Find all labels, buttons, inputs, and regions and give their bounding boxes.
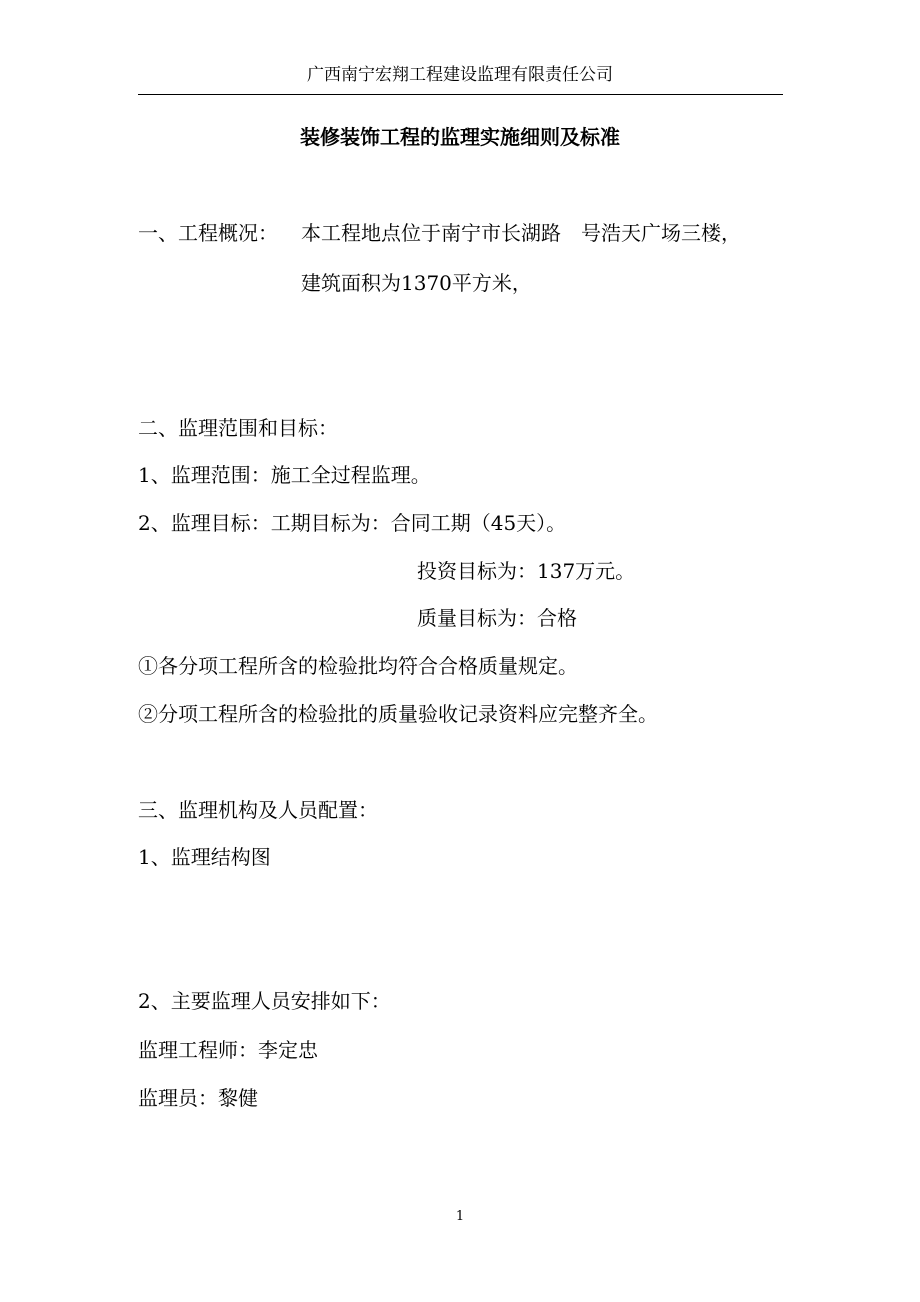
engineer-line: 监理工程师：李定忠 bbox=[138, 1038, 318, 1062]
supervisor-line: 监理员：黎健 bbox=[138, 1086, 258, 1110]
quality-item-2: ②分项工程所含的检验批的质量验收记录资料应完整齐全。 bbox=[138, 702, 658, 726]
goal-schedule-line: 2、监理目标：工期目标为：合同工期（45天）。 bbox=[138, 511, 567, 535]
quality-item-1: ①各分项工程所含的检验批均符合合格质量规定。 bbox=[138, 654, 578, 678]
section3-heading: 三、监理机构及人员配置： bbox=[138, 798, 378, 822]
page-number: 1 bbox=[455, 1209, 465, 1224]
section2-heading: 二、监理范围和目标： bbox=[138, 416, 338, 440]
section1-line1: 本工程地点位于南宁市长湖路 号浩天广场三楼， bbox=[301, 221, 741, 245]
header-divider bbox=[138, 94, 783, 95]
section1-heading: 一、工程概况： bbox=[138, 221, 278, 245]
staff-heading: 2、主要监理人员安排如下： bbox=[138, 989, 391, 1013]
page-header: 广西南宁宏翔工程建设监理有限责任公司 bbox=[307, 65, 613, 85]
goal-investment-line: 投资目标为：137万元。 bbox=[417, 559, 636, 583]
scope-line: 1、监理范围：施工全过程监理。 bbox=[138, 463, 431, 487]
section1-line2: 建筑面积为1370平方米， bbox=[301, 271, 532, 295]
structure-line: 1、监理结构图 bbox=[138, 845, 271, 869]
goal-quality-line: 质量目标为：合格 bbox=[417, 606, 577, 630]
document-title: 装修装饰工程的监理实施细则及标准 bbox=[300, 125, 620, 149]
